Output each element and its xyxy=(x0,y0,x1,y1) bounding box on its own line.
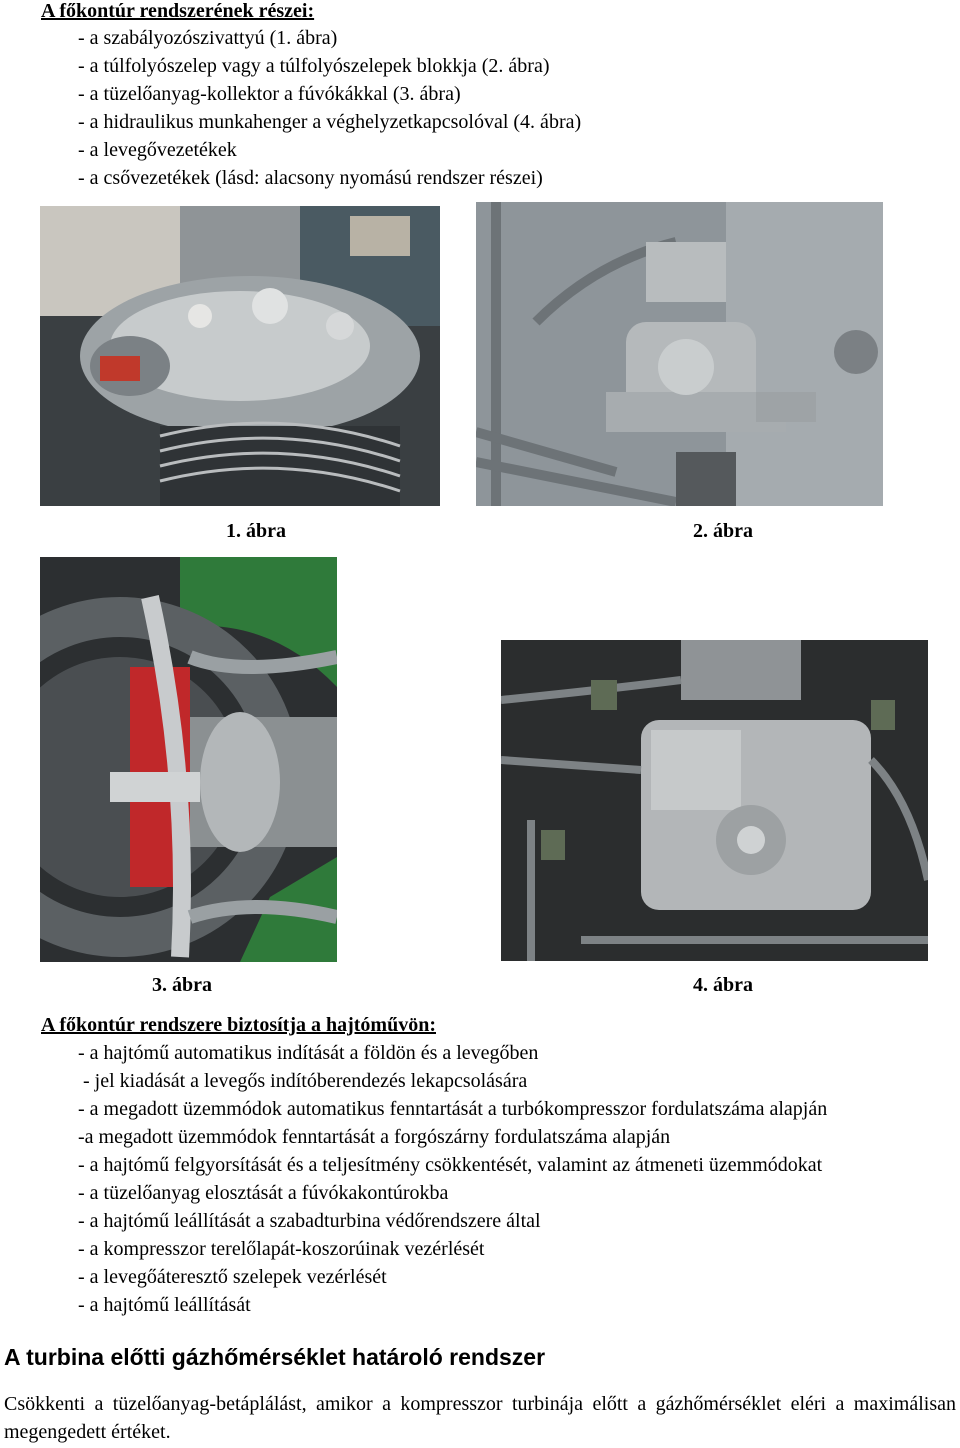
list-item: - a megadott üzemmódok automatikus fenntartását a turbókompresszor fordulatszáma alapján xyxy=(78,1098,828,1120)
section1-list xyxy=(78,24,581,192)
list-item: - a szabályozószivattyú (1. ábra) xyxy=(78,27,338,49)
list-item: - a levegővezetékek xyxy=(78,139,237,161)
list-item: - a hajtómű leállítását xyxy=(78,1294,251,1316)
list-item: -a megadott üzemmódok fenntartását a forgószárny fordulatszáma alapján xyxy=(78,1126,671,1148)
figure-2-caption: 2. ábra xyxy=(693,520,753,542)
figure-1-caption: 1. ábra xyxy=(226,520,286,542)
list-item: - a kompresszor terelőlapát-koszorúinak vezérlését xyxy=(78,1238,485,1260)
list-item: - a tüzelőanyag-kollektor a fúvókákkal (3. ábra) xyxy=(78,83,461,105)
list-item: - a levegőáteresztő szelepek vezérlését xyxy=(78,1266,387,1288)
list-item: - a hajtómű automatikus indítását a földön és a levegőben xyxy=(78,1042,539,1064)
figure-4-caption: 4. ábra xyxy=(693,974,753,996)
list-item: - a csővezetékek (lásd: alacsony nyomású rendszer részei) xyxy=(78,167,543,189)
figure-3-caption: 3. ábra xyxy=(152,974,212,996)
list-item: - a hajtómű felgyorsítását és a teljesítmény csökkentését, valamint az átmeneti üzemmódokat xyxy=(78,1154,823,1176)
list-item: - a túlfolyószelep vagy a túlfolyószelepek blokkja (2. ábra) xyxy=(78,55,550,77)
figure-1-photo xyxy=(40,206,440,506)
section3-heading: A turbina előtti gázhőmérséklet határoló rendszer xyxy=(4,1344,546,1370)
figure-4-photo xyxy=(501,640,928,961)
figure-2-photo xyxy=(476,202,883,506)
list-item: - jel kiadását a levegős indítóberendezés lekapcsolására xyxy=(78,1070,528,1092)
list-item: - a tüzelőanyag elosztását a fúvókakontúrokba xyxy=(78,1182,449,1204)
section2-heading: A főkontúr rendszere biztosítja a hajtóművön: xyxy=(41,1014,436,1036)
list-item: - a hidraulikus munkahenger a véghelyzetkapcsolóval (4. ábra) xyxy=(78,111,582,133)
section1-heading: A főkontúr rendszerének részei: xyxy=(41,0,315,22)
section2-list xyxy=(78,1039,827,1319)
list-item: - a hajtómű leállítását a szabadturbina védőrendszere által xyxy=(78,1210,541,1232)
section3-paragraph: Csökkenti a tüzelőanyag-betáplálást, amikor a kompresszor turbinája előtt a gázhőmérséklet eléri a maximálisan megengedett értéket. xyxy=(4,1393,956,1443)
figure-3-photo xyxy=(40,557,337,962)
